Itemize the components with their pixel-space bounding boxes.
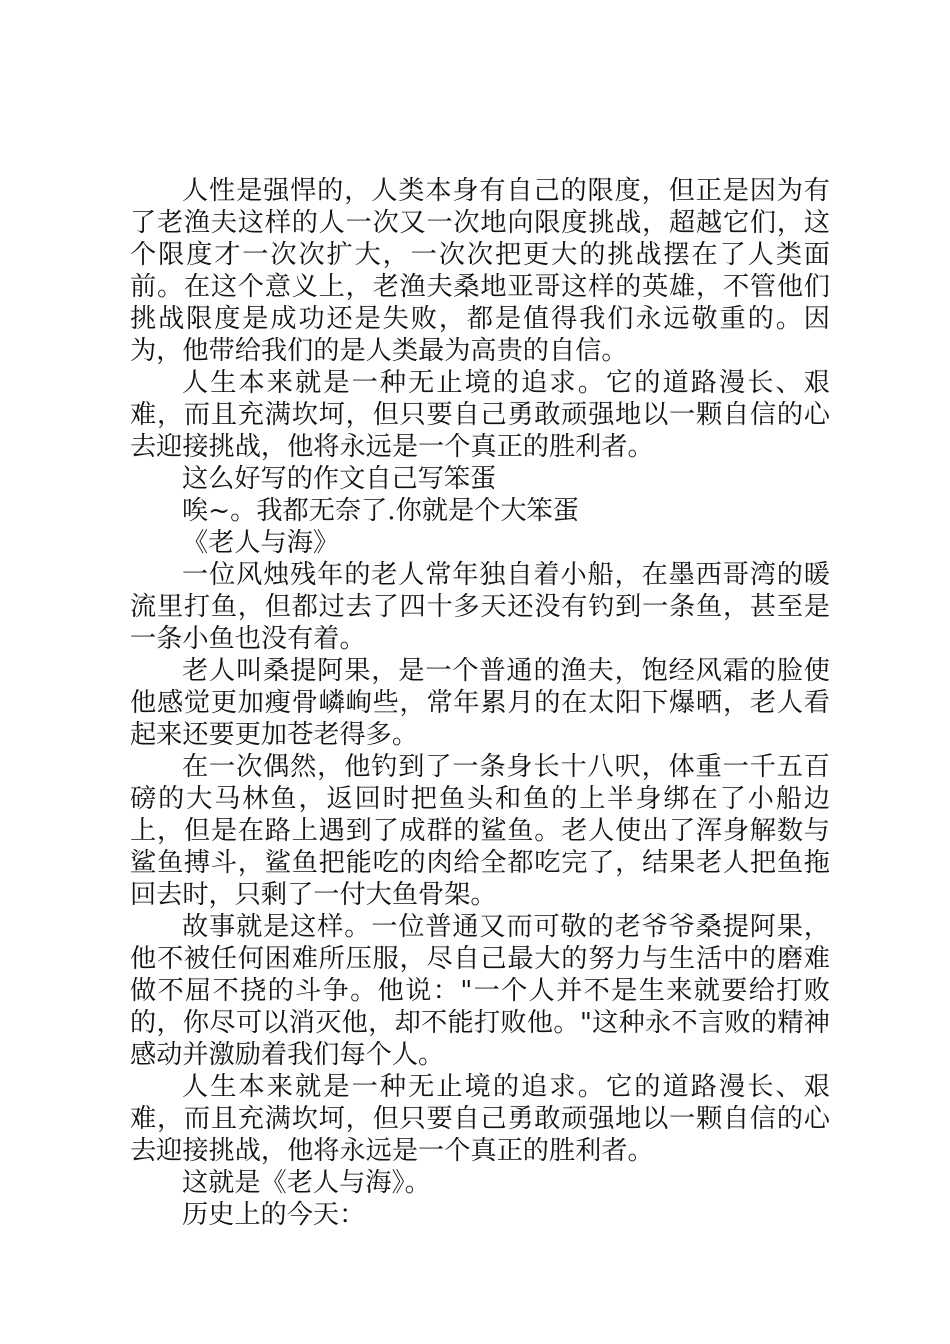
paragraph-life-pursuit-repeat: 人生本来就是一种无止境的追求。它的道路漫长、艰难，而且充满坎坷，但只要自己勇敢顽强地以一颗自信的心去迎接挑战，他将永远是一个真正的胜利者。 — [130, 1072, 830, 1166]
paragraph-comment-1: 这么好写的作文自己写笨蛋 — [182, 464, 497, 494]
document-body — [130, 175, 830, 1231]
paragraph-history-today: 历史上的今天： — [182, 1200, 366, 1230]
paragraph-life-pursuit: 人生本来就是一种无止境的追求。它的道路漫长、艰难，而且充满坎坷，但只要自己勇敢顽强地以一颗自信的心去迎接挑战，他将永远是一个真正的胜利者。 — [130, 368, 830, 462]
paragraph-old-man-fishing: 一位风烛残年的老人常年独自着小船，在墨西哥湾的暖流里打鱼，但都过去了四十多天还没有钓到一条鱼，甚至是一条小鱼也没有着。 — [130, 560, 830, 654]
paragraph-conclusion: 这就是《老人与海》。 — [182, 1168, 431, 1198]
paragraph-santiago-intro: 老人叫桑提阿果，是一个普通的渔夫，饱经风霜的脸使他感觉更加瘦骨嶙峋些，常年累月的在太阳下爆晒，老人看起来还要更加苍老得多。 — [130, 656, 830, 750]
paragraph-human-limits: 人性是强悍的，人类本身有自己的限度，但正是因为有了老渔夫这样的人一次又一次地向限度挑战，超越它们，这个限度才一次次扩大，一次次把更大的挑战摆在了人类面前。在这个意义上，老渔夫桑地亚哥这样的英雄，不管他们挑战限度是成功还是失败，都是值得我们永远敬重的。因为，他带给我们的是人类最为高贵的自信。 — [130, 176, 830, 366]
paragraph-comment-2: 唉~。我都无奈了.你就是个大笨蛋 — [182, 496, 579, 526]
paragraph-marlin-sharks: 在一次偶然，他钓到了一条身长十八呎，体重一千五百磅的大马林鱼，返回时把鱼头和鱼的上半身绑在了小船边上，但是在路上遇到了成群的鲨鱼。老人使出了浑身解数与鲨鱼搏斗，鲨鱼把能吃的肉给全都吃完了，结果老人把鱼拖回去时，只剩了一付大鱼骨架。 — [130, 752, 830, 910]
paragraph-story-summary: 故事就是这样。一位普通又而可敬的老爷爷桑提阿果，他不被任何困难所压服，尽自己最大的努力与生活中的磨难做不屈不挠的斗争。他说："一个人并不是生来就要给打败的，你尽可以消灭他，却不能打败他。"这种永不言败的精神感动并激励着我们每个人。 — [130, 912, 830, 1070]
paragraph-title-old-man-and-sea: 《老人与海》 — [182, 528, 340, 558]
